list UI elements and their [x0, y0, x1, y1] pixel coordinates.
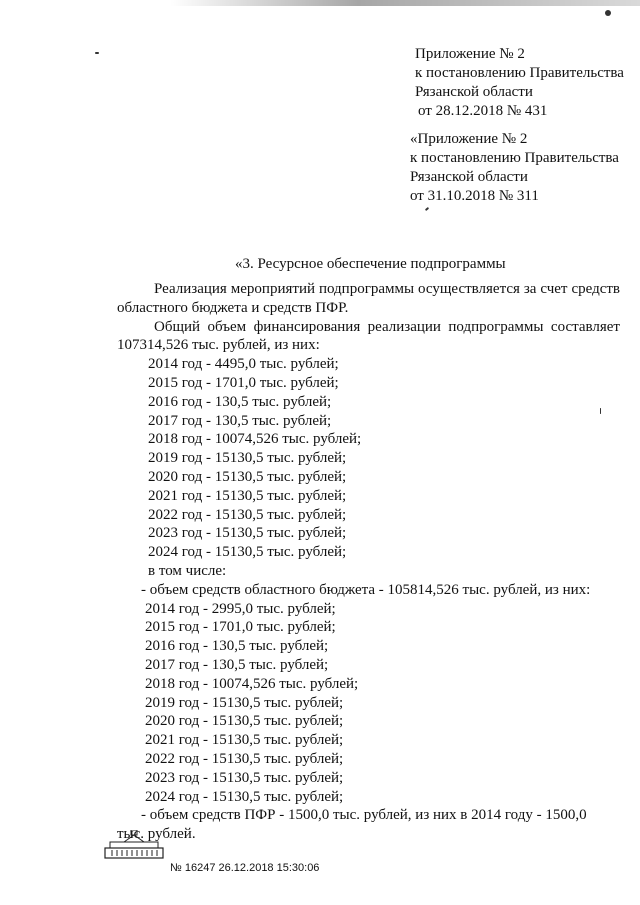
annex-current-line4: от 28.12.2018 № 431 [418, 103, 548, 119]
list-item: 2020 год - 15130,5 тыс. рублей; [148, 468, 347, 485]
list-item: 2023 год - 15130,5 тыс. рублей; [148, 525, 347, 542]
annex-previous-line3: Рязанской области [410, 169, 528, 185]
list-item: 2017 год - 130,5 тыс. рублей; [145, 656, 329, 673]
list-item: 2022 год - 15130,5 тыс. рублей; [148, 506, 347, 523]
annex-current-line1: Приложение № 2 [415, 46, 525, 62]
list-item: 2015 год - 1701,0 тыс. рублей; [148, 374, 339, 391]
annex-previous-line1: «Приложение № 2 [410, 131, 528, 147]
annex-previous-line2: к постановлению Правительства [410, 150, 619, 166]
paragraph-total-volume: Общий объем финансирования реализации подпрограммы составляет 107314,526 тыс. рублей, из них: [117, 318, 620, 354]
list-item: 2018 год - 10074,526 тыс. рублей; [145, 675, 359, 692]
pfr-volume-line-continued: тыс. рублей. [117, 826, 196, 843]
annex-previous-line4: от 31.10.2018 № 311 [410, 188, 539, 204]
list-item: 2021 год - 15130,5 тыс. рублей; [145, 732, 344, 749]
regional-budget-label: - объем средств областного бюджета - 105814,526 тыс. рублей, из них: [141, 581, 591, 598]
list-item: 2019 год - 15130,5 тыс. рублей; [148, 450, 347, 467]
list-item: 2022 год - 15130,5 тыс. рублей; [145, 750, 344, 767]
government-building-icon [104, 830, 164, 865]
scan-speck [605, 10, 611, 16]
list-item: 2017 год - 130,5 тыс. рублей; [148, 412, 332, 429]
registration-stamp: № 16247 26.12.2018 15:30:06 [170, 862, 320, 874]
list-item: 2020 год - 15130,5 тыс. рублей; [145, 713, 344, 730]
paragraph-funding-sources: Реализация мероприятий подпрограммы осуществляется за счет средств областного бюджета и средств ПФР. [117, 281, 620, 316]
section-heading: «3. Ресурсное обеспечение подпрограммы [235, 256, 506, 272]
list-item: 2016 год - 130,5 тыс. рублей; [145, 638, 329, 655]
scan-speck [95, 52, 99, 54]
total-by-year-list [117, 355, 620, 562]
regional-by-year-list [117, 600, 620, 807]
list-item: 2014 год - 4495,0 тыс. рублей; [148, 356, 339, 373]
list-item: 2023 год - 15130,5 тыс. рублей; [145, 769, 344, 786]
list-item: 2019 год - 15130,5 тыс. рублей; [145, 694, 344, 711]
list-item: 2024 год - 15130,5 тыс. рублей; [145, 788, 344, 805]
annex-previous [410, 130, 619, 206]
including-label: в том числе: [148, 562, 227, 579]
document-body [117, 280, 620, 844]
annex-current-line3: Рязанской области [415, 84, 533, 100]
list-item: 2014 год - 2995,0 тыс. рублей; [145, 600, 336, 617]
scan-edge-shadow [170, 0, 640, 6]
list-item: 2016 год - 130,5 тыс. рублей; [148, 393, 332, 410]
annex-current-line2: к постановлению Правительства [415, 65, 624, 81]
list-item: 2024 год - 15130,5 тыс. рублей; [148, 544, 347, 561]
list-item: 2015 год - 1701,0 тыс. рублей; [145, 619, 336, 636]
scan-speck [600, 408, 601, 414]
pfr-volume-line: - объем средств ПФР - 1500,0 тыс. рублей, из них в 2014 году - 1500,0 [141, 807, 587, 824]
annex-current [415, 45, 624, 121]
scan-speck [425, 207, 429, 211]
list-item: 2021 год - 15130,5 тыс. рублей; [148, 487, 347, 504]
list-item: 2018 год - 10074,526 тыс. рублей; [148, 431, 362, 448]
